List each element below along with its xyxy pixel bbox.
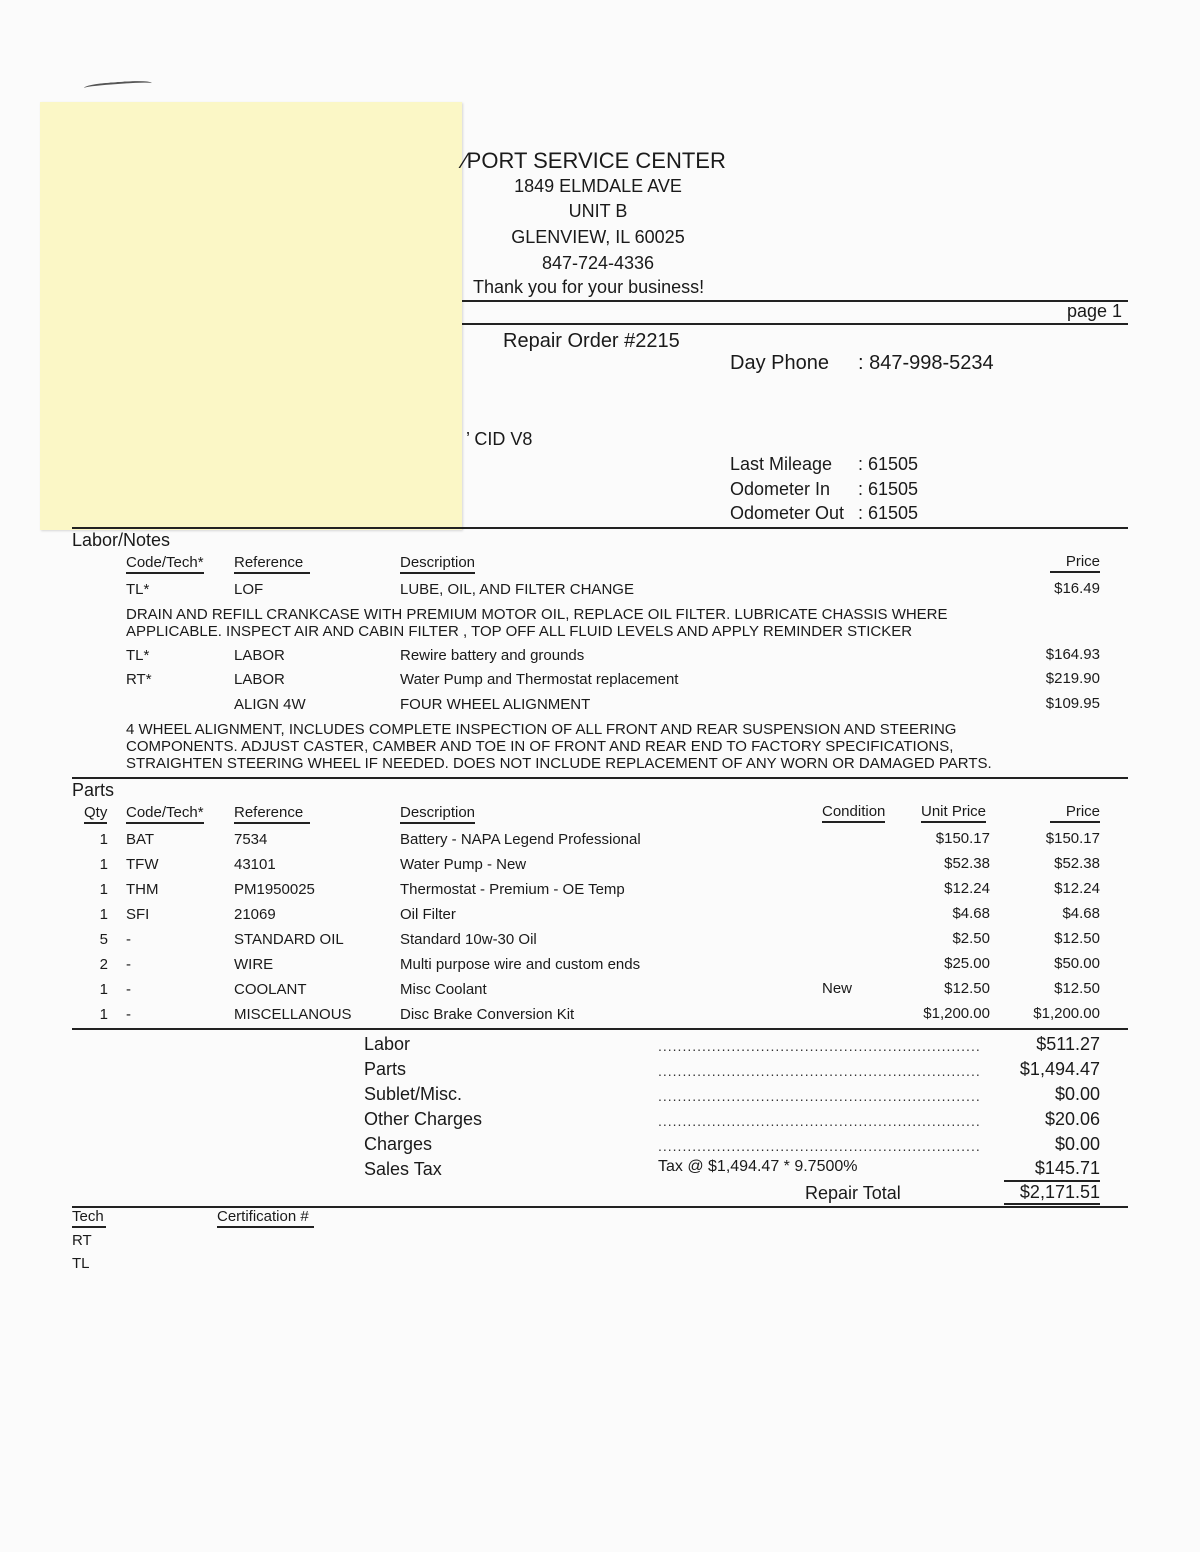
part-unit-price: $2.50: [952, 930, 990, 947]
part-description: Water Pump - New: [400, 856, 527, 873]
labor-section-title: Labor/Notes: [72, 530, 171, 550]
total-tax-detail: Tax @ $1,494.47 * 9.7500%: [658, 1158, 858, 1175]
part-reference: COOLANT: [234, 981, 307, 998]
part-qty: 1: [99, 856, 108, 873]
staple-mark: [84, 80, 152, 94]
parts-header-description: Description: [400, 804, 475, 824]
part-reference: 7534: [234, 831, 268, 848]
parts-header-unit-price: Unit Price: [921, 803, 986, 823]
labor-row-reference: ALIGN 4W: [234, 696, 306, 713]
part-code: BAT: [126, 831, 155, 848]
part-qty: 1: [99, 981, 108, 998]
last-mileage-label: Last Mileage: [730, 454, 833, 474]
part-reference: MISCELLANOUS: [234, 1006, 352, 1023]
part-price: $1,200.00: [1033, 1005, 1100, 1022]
repair-total-value: $2,171.51: [1004, 1180, 1100, 1205]
parts-header-price: Price: [1050, 803, 1100, 823]
part-unit-price: $4.68: [952, 905, 990, 922]
header-rule-2: [462, 323, 1128, 325]
part-description: Oil Filter: [400, 906, 456, 923]
odometer-out-value: : 61505: [858, 503, 919, 523]
labor-row-reference: LABOR: [234, 671, 285, 688]
part-reference: 21069: [234, 906, 276, 923]
leader-dots: ..................................................................: [658, 1088, 981, 1104]
part-qty: 1: [99, 1006, 108, 1023]
part-code: -: [126, 931, 131, 948]
shop-phone: 847-724-4336: [541, 253, 655, 273]
part-price: $52.38: [1054, 855, 1100, 872]
labor-row-reference: LABOR: [234, 647, 285, 664]
thanks-text: Thank you for your business!: [473, 277, 705, 297]
part-price: $50.00: [1054, 955, 1100, 972]
labor-top-rule: [72, 527, 1128, 529]
part-price: $12.50: [1054, 930, 1100, 947]
shop-name: ∕PORT SERVICE CENTER: [463, 148, 726, 173]
part-reference: STANDARD OIL: [234, 931, 344, 948]
parts-header-code: Code/Tech*: [126, 804, 204, 824]
total-other-value: $20.06: [1044, 1109, 1100, 1129]
labor-row-description: Water Pump and Thermostat replacement: [400, 671, 679, 688]
part-price: $12.24: [1054, 880, 1100, 897]
labor-header-code: Code/Tech*: [126, 554, 204, 574]
header-rule: [462, 300, 1128, 302]
labor-note-line: COMPONENTS. ADJUST CASTER, CAMBER AND TOE IN OF FRONT AND REAR END TO FACTORY SPECIFICATIONS,: [126, 738, 954, 755]
part-description: Multi purpose wire and custom ends: [400, 956, 641, 973]
labor-row-description: Rewire battery and grounds: [400, 647, 585, 664]
labor-row-price: $219.90: [1045, 670, 1100, 687]
labor-row-description: FOUR WHEEL ALIGNMENT: [400, 696, 591, 713]
labor-note-line: STRAIGHTEN STEERING WHEEL IF NEEDED. DOES NOT INCLUDE REPLACEMENT OF ANY WORN OR DAMAGED PARTS.: [126, 755, 992, 772]
part-qty: 5: [99, 931, 108, 948]
labor-row-price: $164.93: [1045, 646, 1100, 663]
odometer-in-value: : 61505: [858, 479, 919, 499]
labor-row-description: LUBE, OIL, AND FILTER CHANGE: [400, 581, 634, 598]
part-price: $150.17: [1045, 830, 1100, 847]
labor-header-reference: Reference: [234, 554, 310, 574]
part-unit-price: $12.50: [944, 980, 990, 997]
day-phone-label: Day Phone: [730, 352, 829, 374]
odometer-out-label: Odometer Out: [730, 503, 845, 523]
last-mileage-value: : 61505: [858, 454, 919, 474]
part-code: TFW: [126, 856, 159, 873]
repair-total-label: Repair Total: [805, 1183, 901, 1203]
part-qty: 1: [99, 906, 108, 923]
part-reference: WIRE: [234, 956, 274, 973]
parts-top-rule: [72, 777, 1128, 779]
labor-header-price: Price: [1050, 553, 1100, 573]
labor-note-alignment: [126, 721, 992, 772]
part-unit-price: $150.17: [935, 830, 990, 847]
part-description: Thermostat - Premium - OE Temp: [400, 881, 625, 898]
shop-address-1: 1849 ELMDALE AVE: [514, 176, 682, 196]
page-number: page 1: [1067, 301, 1123, 321]
part-unit-price: $25.00: [944, 955, 990, 972]
part-qty: 1: [99, 831, 108, 848]
labor-header-description: Description: [400, 554, 475, 574]
total-tax-value: $145.71: [1034, 1158, 1100, 1178]
shop-city: GLENVIEW, IL 60025: [511, 227, 685, 247]
labor-note-line: APPLICABLE. INSPECT AIR AND CABIN FILTER , TOP OFF ALL FLUID LEVELS AND APPLY REMINDER STICKER: [126, 623, 913, 640]
total-sublet-label: Sublet/Misc.: [364, 1084, 463, 1104]
total-labor-value: $511.27: [1036, 1034, 1100, 1054]
part-code: -: [126, 956, 131, 973]
leader-dots: ..................................................................: [658, 1063, 981, 1079]
part-code: SFI: [126, 906, 150, 923]
part-code: THM: [126, 881, 159, 898]
part-price: $4.68: [1062, 905, 1100, 922]
part-reference: 43101: [234, 856, 276, 873]
shop-address-2: UNIT B: [568, 201, 628, 221]
labor-row-reference: LOF: [234, 581, 264, 598]
parts-header-condition: Condition: [822, 803, 885, 823]
parts-header-qty: Qty: [84, 804, 107, 824]
sticky-note: [40, 102, 462, 530]
engine-text: ’ CID V8: [466, 429, 533, 449]
labor-note-line: DRAIN AND REFILL CRANKCASE WITH PREMIUM MOTOR OIL, REPLACE OIL FILTER. LUBRICATE CHASSIS WHERE: [126, 606, 948, 623]
total-parts-label: Parts: [364, 1059, 407, 1079]
labor-row-price: $16.49: [1054, 580, 1100, 597]
labor-row-code: TL*: [126, 647, 150, 664]
tech-code: TL: [72, 1255, 90, 1272]
part-description: Misc Coolant: [400, 981, 487, 998]
part-code: -: [126, 981, 131, 998]
part-description: Disc Brake Conversion Kit: [400, 1006, 575, 1023]
part-qty: 2: [99, 956, 108, 973]
labor-note-line: 4 WHEEL ALIGNMENT, INCLUDES COMPLETE INSPECTION OF ALL FRONT AND REAR SUSPENSION AND STEERING: [126, 721, 957, 738]
labor-note-lof: [126, 606, 948, 640]
part-reference: PM1950025: [234, 881, 315, 898]
tech-header: Tech: [72, 1208, 106, 1228]
parts-bottom-rule: [72, 1028, 1128, 1030]
total-charges-label: Charges: [364, 1134, 433, 1154]
part-unit-price: $1,200.00: [923, 1005, 990, 1022]
repair-order-number: Repair Order #2215: [503, 330, 680, 352]
part-unit-price: $52.38: [944, 855, 990, 872]
total-tax-label: Sales Tax: [364, 1159, 442, 1179]
part-condition: New: [822, 980, 853, 997]
total-labor-label: Labor: [364, 1034, 411, 1054]
leader-dots: ..................................................................: [658, 1138, 981, 1154]
part-description: Battery - NAPA Legend Professional: [400, 831, 641, 848]
tech-code: RT: [72, 1232, 92, 1249]
part-unit-price: $12.24: [944, 880, 990, 897]
part-code: -: [126, 1006, 131, 1023]
leader-dots: ..................................................................: [658, 1038, 981, 1054]
leader-dots: ..................................................................: [658, 1113, 981, 1129]
odometer-in-label: Odometer In: [730, 479, 831, 499]
part-price: $12.50: [1054, 980, 1100, 997]
total-charges-value: $0.00: [1054, 1134, 1100, 1154]
total-parts-value: $1,494.47: [1019, 1059, 1100, 1079]
labor-row-price: $109.95: [1045, 695, 1100, 712]
certification-header: Certification #: [217, 1208, 314, 1228]
day-phone-value: : 847-998-5234: [858, 352, 994, 374]
labor-row-code: TL*: [126, 581, 150, 598]
total-sublet-value: $0.00: [1054, 1084, 1100, 1104]
parts-header-reference: Reference: [234, 804, 310, 824]
part-description: Standard 10w-30 Oil: [400, 931, 537, 948]
parts-section-title: Parts: [72, 780, 115, 800]
total-other-label: Other Charges: [364, 1109, 483, 1129]
labor-row-code: RT*: [126, 671, 152, 688]
part-qty: 1: [99, 881, 108, 898]
